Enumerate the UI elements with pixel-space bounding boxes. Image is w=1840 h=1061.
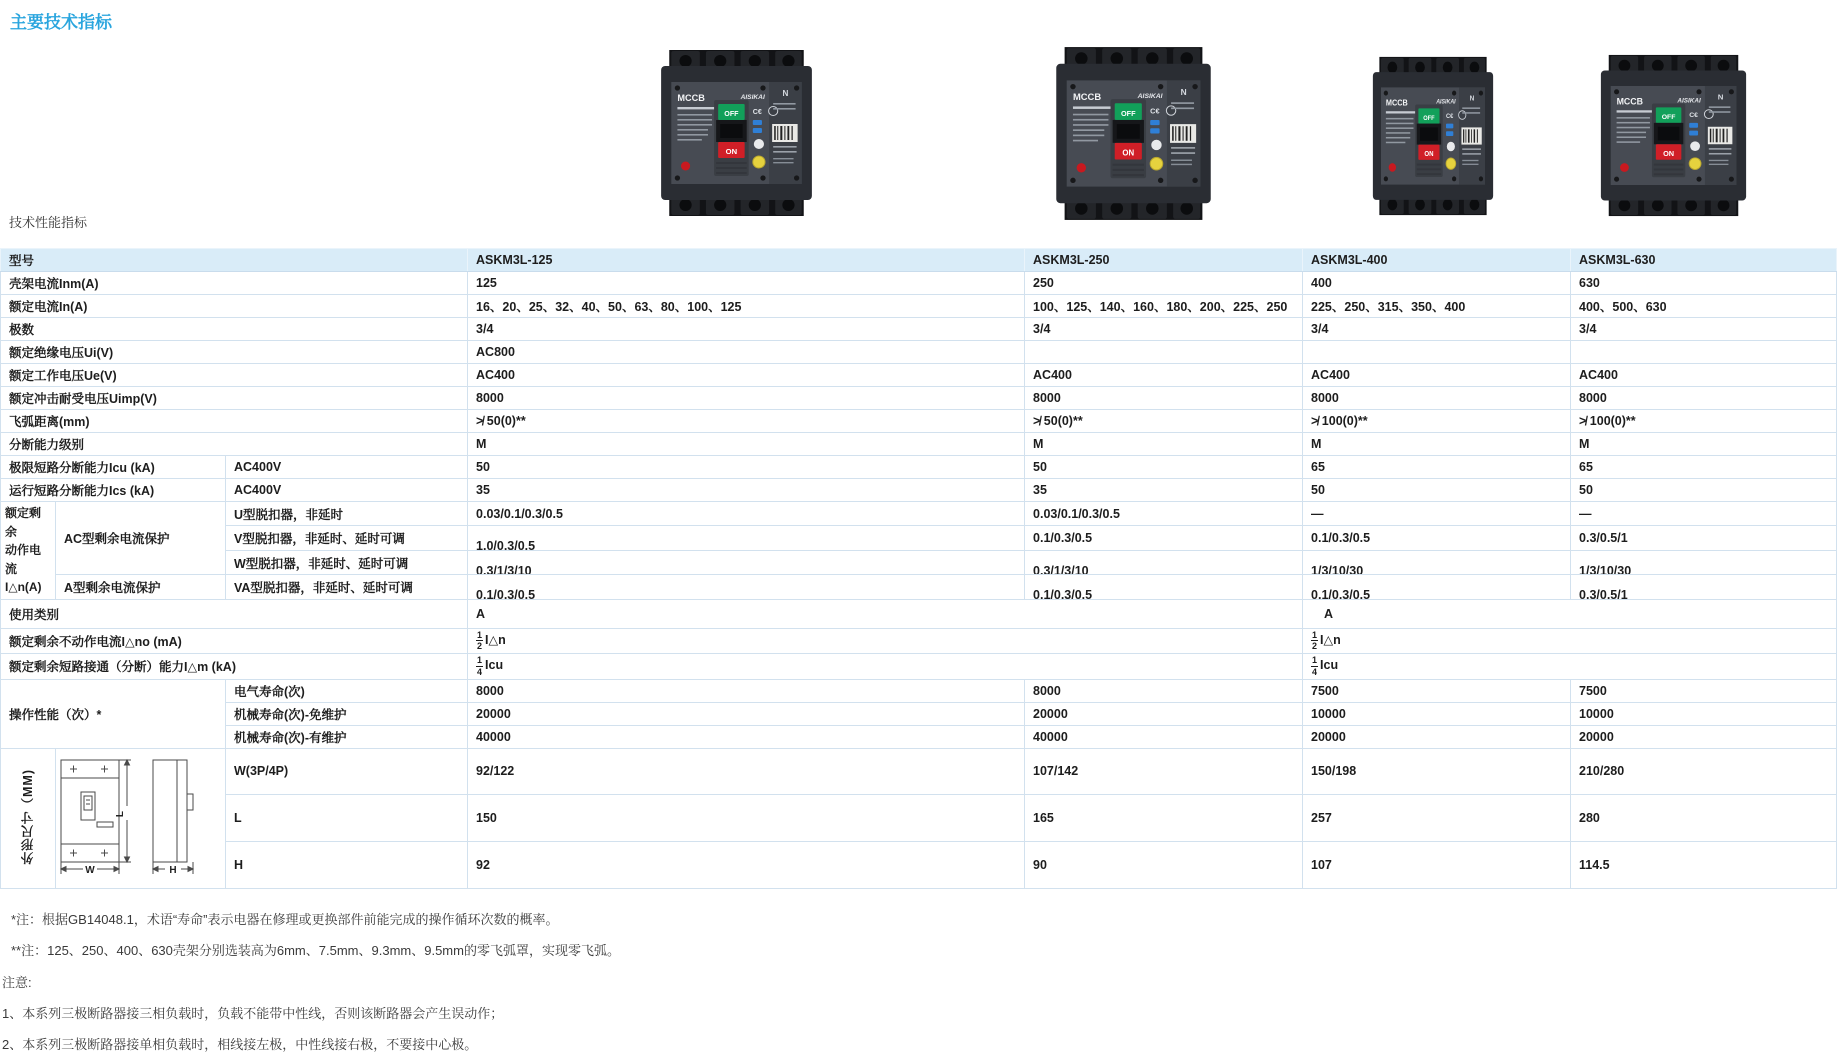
row-sublabel: 电气寿命(次) [226,679,468,702]
cell-value: 210/280 [1571,748,1837,794]
performance-group-label: 操作性能（次）* [1,679,226,748]
model-header-125: ASKM3L-125 [468,249,1025,272]
table-row [1,341,1837,364]
cell-value: M [1571,433,1837,456]
row-label: 额定工作电压Ue(V) [1,364,468,387]
cell-value: ≯ 50(0)** [1025,410,1303,433]
dim-l-label: L [114,810,126,817]
cell-value: 20000 [1303,725,1571,748]
row-sublabel: W(3P/4P) [226,748,468,794]
cell-value: 8000 [1303,387,1571,410]
table-row [1,433,1837,456]
table-row [1,318,1837,341]
table-row [1,679,1837,702]
cell-value: 0.3/0.5/1 [1571,575,1837,600]
table-row [1,272,1837,295]
row-sublabel: U型脱扣器，非延时 [226,502,468,526]
cell-value: 65 [1303,456,1571,479]
cell-value: $\frac{1}{4}$ Icu [1303,653,1837,679]
model-header-630: ASKM3L-630 [1571,249,1837,272]
cell-value: 40000 [1025,725,1303,748]
cell-value: 1/3/10/30 [1303,550,1571,574]
table-row [1,295,1837,318]
row-sublabel: 机械寿命(次)-免维护 [226,702,468,725]
cell-value: 125 [468,272,1025,295]
row-label: 运行短路分断能力Ics (kA) [1,479,226,502]
product-image-askm3l-250 [1050,45,1217,222]
dimension-diagram [56,748,226,888]
dimension-diagram-drawing [57,750,225,884]
cell-value: AC400 [468,364,1025,387]
cell-value: 0.1/0.3/0.5 [1303,526,1571,550]
footnotes [0,912,1200,1061]
cell-value: $\frac{1}{2}$ I△n [468,628,1303,653]
cell-value: 10000 [1571,702,1837,725]
table-row [1,575,1837,600]
cell-value: 3/4 [468,318,1025,341]
cell-value: 0.1/0.3/0.5 [468,575,1025,600]
cell-value: 65 [1571,456,1837,479]
cell-value: 50 [1025,456,1303,479]
notice-heading: 注意: [2,974,32,990]
cell-value: 400 [1303,272,1571,295]
row-label: 额定电流In(A) [1,295,468,318]
cell-value: 400、500、630 [1571,295,1837,318]
product-image-askm3l-630 [1595,53,1752,218]
row-label: 飞弧距离(mm) [1,410,468,433]
cell-value: AC800 [468,341,1025,364]
model-header-400: ASKM3L-400 [1303,249,1571,272]
table-header-row [1,249,1837,272]
table-row [1,794,1837,841]
row-label: 极数 [1,318,468,341]
footnote-star: *注：根据GB14048.1，术语“寿命”表示电器在修理或更换部件前能完成的操作循环次数的概率。 [11,912,559,927]
cell-value: 0.1/0.3/0.5 [1303,575,1571,600]
table-row [1,410,1837,433]
cell-value: $\frac{1}{2}$ I△n [1303,628,1837,653]
cell-value: 630 [1571,272,1837,295]
cell-value [1303,341,1571,364]
cell-value: 16、20、25、32、40、50、63、80、100、125 [468,295,1025,318]
cell-value: 40000 [468,725,1025,748]
section-subtitle: 技术性能指标 [9,215,88,230]
table-row [1,702,1837,725]
cell-value: 150 [468,794,1025,841]
model-header-250: ASKM3L-250 [1025,249,1303,272]
header-label: 型号 [1,249,468,272]
cell-value: 90 [1025,841,1303,888]
cell-value: 20000 [468,702,1025,725]
cell-value: 0.1/0.3/0.5 [1025,575,1303,600]
cell-value: 0.03/0.1/0.3/0.5 [468,502,1025,526]
cell-value: 3/4 [1303,318,1571,341]
product-image-askm3l-400 [1368,55,1498,217]
cell-value: M [468,433,1025,456]
row-label: 极限短路分断能力Icu (kA) [1,456,226,479]
cell-value: 50 [468,456,1025,479]
cell-value: 114.5 [1571,841,1837,888]
cell-value: 3/4 [1025,318,1303,341]
cell-value: 8000 [1571,387,1837,410]
fraction: $\frac{1}{4}$ [1312,655,1318,677]
cell-value: AC400 [1571,364,1837,387]
row-sublabel: VA型脱扣器，非延时、延时可调 [226,575,468,600]
cell-value: $\frac{1}{4}$ Icu [468,653,1303,679]
row-label: 分断能力级别 [1,433,468,456]
cell-value: 8000 [468,679,1025,702]
dim-h-label: H [168,864,177,876]
residual-ac-label: AC型剩余电流保护 [56,502,226,575]
cell-value: 257 [1303,794,1571,841]
residual-a-label: A型剩余电流保护 [56,575,226,600]
cell-value: AC400 [1025,364,1303,387]
table-row [1,364,1837,387]
product-image-askm3l-125 [655,48,818,218]
table-row [1,550,1837,574]
cell-value: M [1303,433,1571,456]
row-sublabel: V型脱扣器，非延时、延时可调 [226,526,468,550]
cell-value [1025,341,1303,364]
cell-value: 0.3/1/3/10 [468,550,1025,574]
row-sublabel: AC400V [226,479,468,502]
row-label: 使用类别 [1,599,468,628]
cell-value: 20000 [1571,725,1837,748]
cell-value: 20000 [1025,702,1303,725]
cell-value: 7500 [1571,679,1837,702]
row-sublabel: L [226,794,468,841]
row-sublabel: W型脱扣器，非延时、延时可调 [226,550,468,574]
cell-value: 250 [1025,272,1303,295]
table-row [1,653,1837,679]
cell-value: — [1303,502,1571,526]
cell-value: 107 [1303,841,1571,888]
dimensions-group-label: 外形尺寸（MM) [1,748,56,888]
row-label: 额定冲击耐受电压Uimp(V) [1,387,468,410]
row-label: 壳架电流Inm(A) [1,272,468,295]
cell-value: A [468,599,1303,628]
table-row [1,479,1837,502]
table-row [1,841,1837,888]
cell-value: 92/122 [468,748,1025,794]
footnote-double-star: **注：125、250、400、630壳架分别选装高为6mm、7.5mm、9.3mm、9.5mm的零飞弧罩，实现零飞弧。 [11,943,620,959]
cell-value: 10000 [1303,702,1571,725]
dim-w-label: W [84,864,95,876]
table-row [1,387,1837,410]
row-label: 额定绝缘电压Ui(V) [1,341,468,364]
cell-value: 8000 [1025,387,1303,410]
cell-value: 150/198 [1303,748,1571,794]
cell-value: 1/3/10/30 [1571,550,1837,574]
cell-value: 107/142 [1025,748,1303,794]
fraction: $\frac{1}{2}$ [477,629,483,652]
cell-value: 8000 [1025,679,1303,702]
page-title: 主要技术指标 [10,13,112,32]
cell-value: 0.1/0.3/0.5 [1025,526,1303,550]
cell-value: ≯ 100(0)** [1303,410,1571,433]
cell-value: 3/4 [1571,318,1837,341]
notice-item-2: 2、本系列三极断路器接单相负载时，相线接左极，中性线接右极，不要接中心极。 [2,1037,478,1052]
row-label: 额定剩余不动作电流I△no (mA) [1,628,468,653]
fraction: $\frac{1}{4}$ [477,655,483,677]
cell-value: 50 [1303,479,1571,502]
row-sublabel: AC400V [226,456,468,479]
cell-value: 0.03/0.1/0.3/0.5 [1025,502,1303,526]
cell-value: 280 [1571,794,1837,841]
cell-value: 165 [1025,794,1303,841]
cell-value [1571,341,1837,364]
fraction: $\frac{1}{2}$ [1312,629,1318,652]
table-row [1,748,1837,794]
table-row [1,628,1837,653]
table-row [1,456,1837,479]
row-label: 额定剩余短路接通（分断）能力I△m (kA) [1,653,468,679]
notice-item-1: 1、本系列三极断路器接三相负载时，负载不能带中性线，否则该断路器会产生误动作； [2,1005,504,1021]
cell-value: M [1025,433,1303,456]
cell-value: A [1303,599,1837,628]
table-row [1,725,1837,748]
cell-value: 8000 [468,387,1025,410]
cell-value: AC400 [1303,364,1571,387]
table-row [1,599,1837,628]
cell-value: 100、125、140、160、180、200、225、250 [1025,295,1303,318]
cell-value: 35 [1025,479,1303,502]
cell-value: — [1571,502,1837,526]
cell-value: 225、250、315、350、400 [1303,295,1571,318]
table-row [1,526,1837,550]
cell-value: 35 [468,479,1025,502]
cell-value: ≯ 50(0)** [468,410,1025,433]
row-sublabel: 机械寿命(次)-有维护 [226,725,468,748]
cell-value: ≯ 100(0)** [1571,410,1837,433]
cell-value: 7500 [1303,679,1571,702]
cell-value: 0.3/0.5/1 [1571,526,1837,550]
spec-table [0,248,1837,889]
cell-value: 92 [468,841,1025,888]
cell-value: 0.3/1/3/10 [1025,550,1303,574]
row-sublabel: H [226,841,468,888]
residual-group-label: 额定剩余 动作电流 I△n(A) [1,502,56,600]
table-row [1,502,1837,526]
cell-value: 50 [1571,479,1837,502]
cell-value: 1.0/0.3/0.5 [468,526,1025,550]
